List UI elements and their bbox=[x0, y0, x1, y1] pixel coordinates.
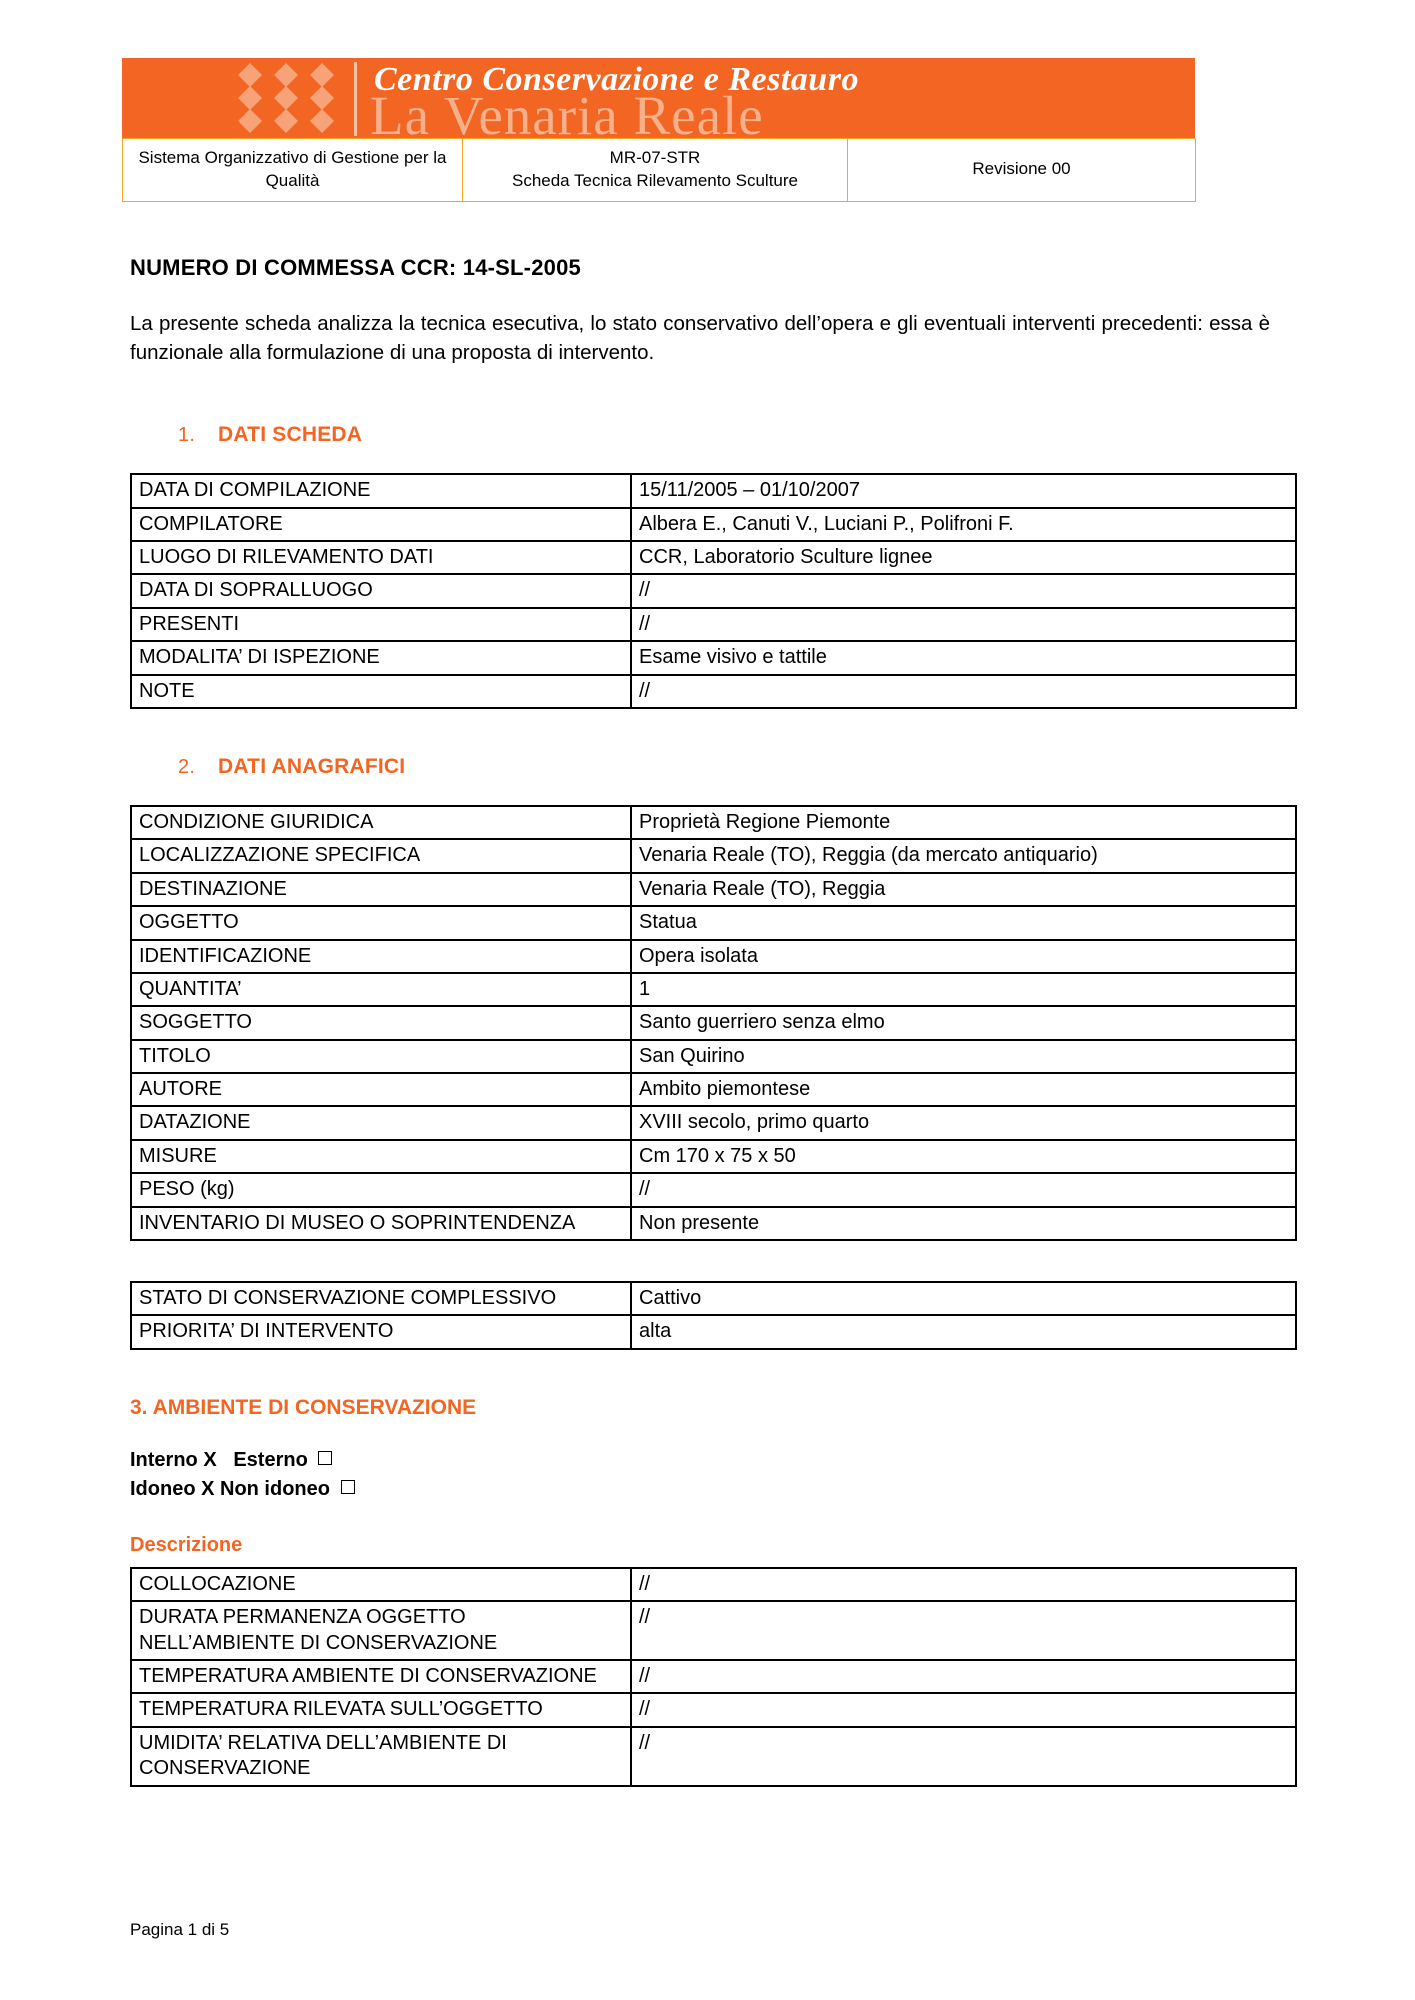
table-row bbox=[131, 1040, 1296, 1073]
table-cell-value: San Quirino bbox=[631, 1040, 1296, 1073]
subsection-heading-descrizione: Descrizione bbox=[130, 1533, 243, 1556]
section-title: DATI ANAGRAFICI bbox=[218, 754, 406, 778]
section-number: 1. bbox=[178, 424, 196, 447]
table-cell-key: TEMPERATURA AMBIENTE DI CONSERVAZIONE bbox=[131, 1660, 631, 1693]
page-footer: Pagina 1 di 5 bbox=[130, 1920, 230, 1939]
header-doc-code: MR-07-STR bbox=[609, 148, 701, 167]
label-interno: Interno X bbox=[130, 1448, 217, 1471]
table-row bbox=[131, 574, 1296, 607]
table-cell-value: CCR, Laboratorio Sculture lignee bbox=[631, 541, 1296, 574]
table-row bbox=[131, 806, 1296, 839]
table-cell-key: COMPILATORE bbox=[131, 508, 631, 541]
intro-paragraph: La presente scheda analizza la tecnica esecutiva, lo stato conservativo dell’opera e gli eventuali interventi precedenti: essa è funzionale alla formulazione di una proposta di intervento. bbox=[130, 312, 1270, 365]
header-cell-system: Sistema Organizzativo di Gestione per la Qualità bbox=[123, 139, 463, 202]
table-cell-value: // bbox=[631, 1727, 1296, 1786]
table-cell-key: MISURE bbox=[131, 1140, 631, 1173]
table-row bbox=[131, 1727, 1296, 1786]
table-cell-value: Venaria Reale (TO), Reggia bbox=[631, 873, 1296, 906]
table-body-ambiente bbox=[131, 1568, 1296, 1786]
section-heading-dati-scheda bbox=[178, 423, 1290, 447]
table-cell-key: DATA DI SOPRALLUOGO bbox=[131, 574, 631, 607]
section-title: DATI SCHEDA bbox=[218, 423, 363, 447]
environment-checkboxes bbox=[130, 1446, 1290, 1504]
header-doc-title: Scheda Tecnica Rilevamento Sculture bbox=[511, 170, 798, 190]
table-cell-key: TEMPERATURA RILEVATA SULL’OGGETTO bbox=[131, 1693, 631, 1726]
table-row bbox=[131, 1006, 1296, 1039]
table-cell-key: QUANTITA’ bbox=[131, 973, 631, 1006]
table-row bbox=[131, 973, 1296, 1006]
table-cell-value: // bbox=[631, 1173, 1296, 1206]
table-cell-key: MODALITA’ DI ISPEZIONE bbox=[131, 641, 631, 674]
table-row bbox=[131, 940, 1296, 973]
table-cell-key: TITOLO bbox=[131, 1040, 631, 1073]
table-row bbox=[131, 1140, 1296, 1173]
table-cell-value: Albera E., Canuti V., Luciani P., Polifroni F. bbox=[631, 508, 1296, 541]
table-row bbox=[131, 1282, 1296, 1315]
section-heading-dati-anagrafici bbox=[178, 755, 1290, 779]
banner-title-secondary: La Venaria Reale bbox=[370, 85, 764, 138]
table-cell-value: 1 bbox=[631, 973, 1296, 1006]
table-dati-anagrafici bbox=[130, 805, 1297, 1241]
table-row bbox=[131, 873, 1296, 906]
table-cell-value: // bbox=[631, 1601, 1296, 1660]
table-cell-value: Cattivo bbox=[631, 1282, 1296, 1315]
checkbox-esterno[interactable] bbox=[318, 1451, 332, 1465]
banner-divider bbox=[354, 62, 357, 136]
checkbox-line-idoneo bbox=[130, 1475, 1290, 1504]
table-row bbox=[131, 508, 1296, 541]
document-header bbox=[122, 58, 1195, 202]
checkbox-non-idoneo[interactable] bbox=[341, 1480, 355, 1494]
table-cell-value: XVIII secolo, primo quarto bbox=[631, 1106, 1296, 1139]
table-cell-value: Proprietà Regione Piemonte bbox=[631, 806, 1296, 839]
table-cell-key: PRESENTI bbox=[131, 608, 631, 641]
table-cell-key: LOCALIZZAZIONE SPECIFICA bbox=[131, 839, 631, 872]
table-cell-key: SOGGETTO bbox=[131, 1006, 631, 1039]
section-number: 2. bbox=[178, 755, 196, 778]
table-cell-value: Non presente bbox=[631, 1207, 1296, 1240]
table-cell-value: // bbox=[631, 675, 1296, 708]
header-cell-document bbox=[463, 139, 848, 202]
table-cell-value: // bbox=[631, 608, 1296, 641]
table-stato-conservazione bbox=[130, 1281, 1297, 1350]
table-cell-key: UMIDITA’ RELATIVA DELL’AMBIENTE DI CONSERVAZIONE bbox=[131, 1727, 631, 1786]
table-row bbox=[131, 839, 1296, 872]
table-row bbox=[131, 1073, 1296, 1106]
label-idoneo: Idoneo X Non idoneo bbox=[130, 1477, 330, 1500]
table-cell-value: // bbox=[631, 1568, 1296, 1601]
table-cell-key: LUOGO DI RILEVAMENTO DATI bbox=[131, 541, 631, 574]
table-cell-value: Venaria Reale (TO), Reggia (da mercato antiquario) bbox=[631, 839, 1296, 872]
table-cell-key: DATAZIONE bbox=[131, 1106, 631, 1139]
page-title: NUMERO DI COMMESSA CCR: 14-SL-2005 bbox=[130, 255, 581, 280]
table-cell-key: PRIORITA’ DI INTERVENTO bbox=[131, 1315, 631, 1348]
table-cell-value: Statua bbox=[631, 906, 1296, 939]
table-cell-key: OGGETTO bbox=[131, 906, 631, 939]
table-row bbox=[131, 675, 1296, 708]
table-body-stato bbox=[131, 1282, 1296, 1349]
diamond-pattern-icon bbox=[232, 64, 340, 132]
table-row bbox=[131, 541, 1296, 574]
table-dati-scheda bbox=[130, 473, 1297, 709]
logo-banner bbox=[122, 58, 1195, 138]
table-cell-value: // bbox=[631, 574, 1296, 607]
table-row bbox=[131, 906, 1296, 939]
table-cell-value: alta bbox=[631, 1315, 1296, 1348]
table-row bbox=[131, 1601, 1296, 1660]
table-cell-key: CONDIZIONE GIURIDICA bbox=[131, 806, 631, 839]
table-row bbox=[131, 1315, 1296, 1348]
table-row bbox=[131, 641, 1296, 674]
table-cell-key: STATO DI CONSERVAZIONE COMPLESSIVO bbox=[131, 1282, 631, 1315]
table-row bbox=[131, 1173, 1296, 1206]
table-cell-value: Opera isolata bbox=[631, 940, 1296, 973]
table-cell-key: AUTORE bbox=[131, 1073, 631, 1106]
table-ambiente-conservazione bbox=[130, 1567, 1297, 1787]
table-body-dati-anagrafici bbox=[131, 806, 1296, 1240]
header-info-table bbox=[122, 138, 1196, 202]
table-row bbox=[131, 1207, 1296, 1240]
section-heading-ambiente: 3. AMBIENTE DI CONSERVAZIONE bbox=[130, 1395, 477, 1419]
table-cell-key: DESTINAZIONE bbox=[131, 873, 631, 906]
document-body bbox=[130, 255, 1290, 1787]
table-cell-key: DURATA PERMANENZA OGGETTO NELL’AMBIENTE DI CONSERVAZIONE bbox=[131, 1601, 631, 1660]
table-row bbox=[131, 1693, 1296, 1726]
table-body-dati-scheda bbox=[131, 474, 1296, 708]
table-cell-value: // bbox=[631, 1693, 1296, 1726]
table-cell-value: Santo guerriero senza elmo bbox=[631, 1006, 1296, 1039]
table-cell-key: PESO (kg) bbox=[131, 1173, 631, 1206]
table-cell-value: 15/11/2005 – 01/10/2007 bbox=[631, 474, 1296, 507]
table-cell-key: INVENTARIO DI MUSEO O SOPRINTENDENZA bbox=[131, 1207, 631, 1240]
table-row bbox=[123, 139, 1196, 202]
label-esterno: Esterno bbox=[233, 1448, 308, 1471]
table-row bbox=[131, 474, 1296, 507]
table-row bbox=[131, 608, 1296, 641]
banner-title-primary: Centro Conservazione e Restauro bbox=[374, 61, 859, 98]
table-cell-key: COLLOCAZIONE bbox=[131, 1568, 631, 1601]
table-cell-value: Cm 170 x 75 x 50 bbox=[631, 1140, 1296, 1173]
table-cell-value: // bbox=[631, 1660, 1296, 1693]
table-row bbox=[131, 1568, 1296, 1601]
table-cell-key: IDENTIFICAZIONE bbox=[131, 940, 631, 973]
table-row bbox=[131, 1660, 1296, 1693]
table-cell-key: NOTE bbox=[131, 675, 631, 708]
table-cell-key: DATA DI COMPILAZIONE bbox=[131, 474, 631, 507]
header-cell-revision: Revisione 00 bbox=[848, 139, 1196, 202]
table-row bbox=[131, 1106, 1296, 1139]
table-cell-value: Esame visivo e tattile bbox=[631, 641, 1296, 674]
table-cell-value: Ambito piemontese bbox=[631, 1073, 1296, 1106]
checkbox-line-interno-esterno bbox=[130, 1446, 1290, 1475]
